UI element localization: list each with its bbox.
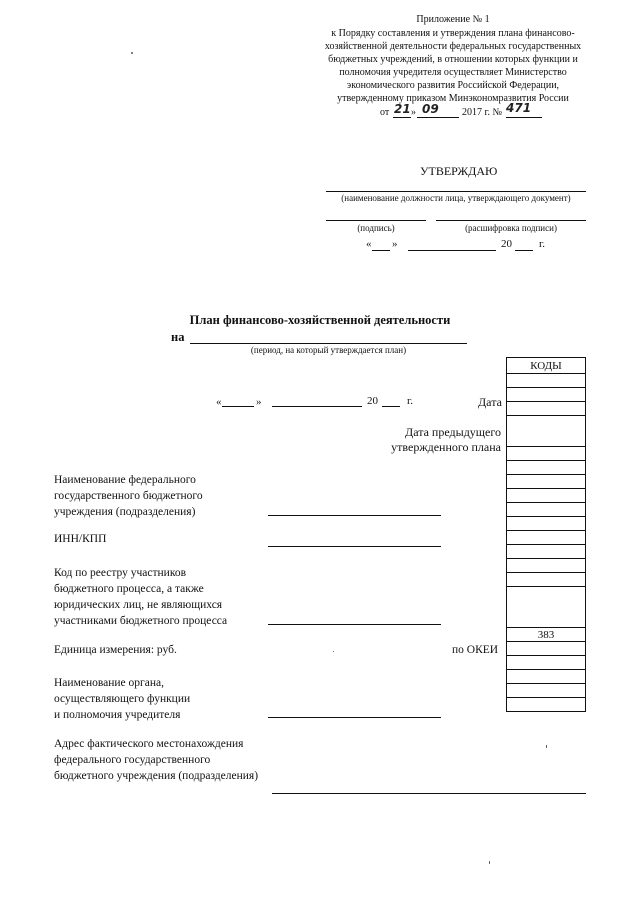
appendix-line-5: экономического развития Российской Федерации, <box>346 80 560 91</box>
approve-date-close-quote: » <box>392 238 398 250</box>
code-cell <box>507 402 586 416</box>
plan-on-label: на <box>171 330 185 344</box>
code-cell-inn <box>507 517 586 531</box>
approve-date-open-quote: « <box>366 238 372 250</box>
code-cell <box>507 531 586 545</box>
registry-label <box>54 565 227 629</box>
code-cell <box>507 545 586 559</box>
institution-label-line-3: учреждения (подразделения) <box>54 506 196 518</box>
appendix-month: 09 <box>422 102 439 116</box>
appendix-year-text: 2017 г. № <box>462 107 503 118</box>
code-cell-authority <box>507 698 586 712</box>
authority-label-line-3: и полномочия учредителя <box>54 709 181 721</box>
appendix-day-close-quote: » <box>411 107 416 118</box>
approve-year-prefix: 20 <box>501 238 512 250</box>
code-cell <box>507 573 586 587</box>
address-label-line-2: федерального государственного <box>54 754 211 766</box>
approve-title: УТВЕРЖДАЮ <box>420 164 498 178</box>
plan-period-line <box>190 343 467 344</box>
decoding-caption: (расшифровка подписи) <box>465 223 557 233</box>
registry-label-line-3: юридических лиц, не являющихся <box>54 599 223 611</box>
unit-label: Единица измерения: руб. <box>54 644 177 656</box>
prev-date-label-1: Дата предыдущего <box>405 425 501 439</box>
scan-speck <box>546 745 547 748</box>
approver-position-caption: (наименование должности лица, утверждающего документ) <box>341 193 571 203</box>
scan-speck <box>131 52 133 54</box>
plan-period-caption: (период, на который утверждается план) <box>250 345 407 355</box>
appendix-order-line <box>506 117 542 118</box>
approve-month-line <box>408 250 496 251</box>
registry-label-line-4: участниками бюджетного процесса <box>54 615 228 627</box>
appendix-number: Приложение № 1 <box>416 14 490 25</box>
approver-position-line <box>326 191 586 192</box>
appendix-day: 21 <box>394 102 411 116</box>
signature-line <box>326 220 426 221</box>
authority-line <box>268 717 441 718</box>
date-open-quote: « <box>216 396 222 408</box>
inn-line <box>268 546 441 547</box>
appendix-order-number: 471 <box>506 101 532 115</box>
code-cell <box>507 447 586 461</box>
appendix-day-line <box>393 117 411 118</box>
address-label-line-1: Адрес фактического местонахождения <box>54 738 244 750</box>
code-cell-prev-date <box>507 416 586 447</box>
address-label <box>54 736 258 784</box>
appendix-line-6: утвержденному приказом Минэкономразвития России <box>337 93 569 104</box>
institution-line <box>268 515 441 516</box>
code-cell-institution <box>507 489 586 503</box>
scan-speck <box>333 651 334 652</box>
date-year-line <box>382 406 400 407</box>
authority-label-line-2: осуществляющего функции <box>54 693 191 705</box>
okei-label: по ОКЕИ <box>452 644 499 656</box>
plan-title: План финансово-хозяйственной деятельности <box>189 313 451 327</box>
prev-date-label-2: утвержденного плана <box>391 440 501 454</box>
code-cell-date <box>507 388 586 402</box>
appendix-line-2: хозяйственной деятельности федеральных государственных <box>324 41 582 52</box>
signature-caption: (подпись) <box>357 223 395 233</box>
appendix-month-line <box>417 117 459 118</box>
date-close-quote: » <box>256 396 262 408</box>
code-cell <box>507 642 586 656</box>
code-cell <box>507 461 586 475</box>
appendix-line-3: бюджетных учреждений, в отношении которых функции и <box>328 54 578 65</box>
date-day-line <box>222 406 254 407</box>
date-year-prefix: 20 <box>367 395 378 407</box>
code-cell <box>507 374 586 388</box>
appendix-date-prefix: от <box>380 107 390 118</box>
okei-code-cell: 383 <box>507 628 586 642</box>
codes-table <box>506 357 586 712</box>
code-cell <box>507 559 586 573</box>
code-cell-registry <box>507 587 586 628</box>
date-year-suffix: г. <box>407 395 414 407</box>
scan-speck <box>489 861 490 864</box>
registry-label-line-2: бюджетного процесса, а также <box>54 583 204 595</box>
address-label-line-3: бюджетного учреждения (подразделения) <box>54 770 259 782</box>
signature-decoding-line <box>436 220 586 221</box>
address-line <box>272 793 586 794</box>
institution-label-line-1: Наименование федерального <box>54 474 196 486</box>
code-cell <box>507 475 586 489</box>
registry-label-line-1: Код по реестру участников <box>54 567 187 579</box>
approve-year-line <box>515 250 533 251</box>
code-cell <box>507 670 586 684</box>
inn-label: ИНН/КПП <box>54 533 107 545</box>
institution-label <box>54 472 203 520</box>
authority-label <box>54 675 190 723</box>
codes-header: КОДЫ <box>507 358 586 374</box>
date-month-line <box>272 406 362 407</box>
date-label: Дата <box>478 395 502 409</box>
approve-year-suffix: г. <box>539 238 546 250</box>
code-cell <box>507 656 586 670</box>
code-cell <box>507 503 586 517</box>
approve-day-line <box>372 250 390 251</box>
appendix-line-1: к Порядку составления и утверждения плана финансово- <box>331 28 575 39</box>
authority-label-line-1: Наименование органа, <box>54 677 164 689</box>
appendix-line-4: полномочия учредителя осуществляет Министерство <box>339 67 567 78</box>
code-cell <box>507 684 586 698</box>
registry-line <box>268 624 441 625</box>
institution-label-line-2: государственного бюджетного <box>54 490 203 502</box>
